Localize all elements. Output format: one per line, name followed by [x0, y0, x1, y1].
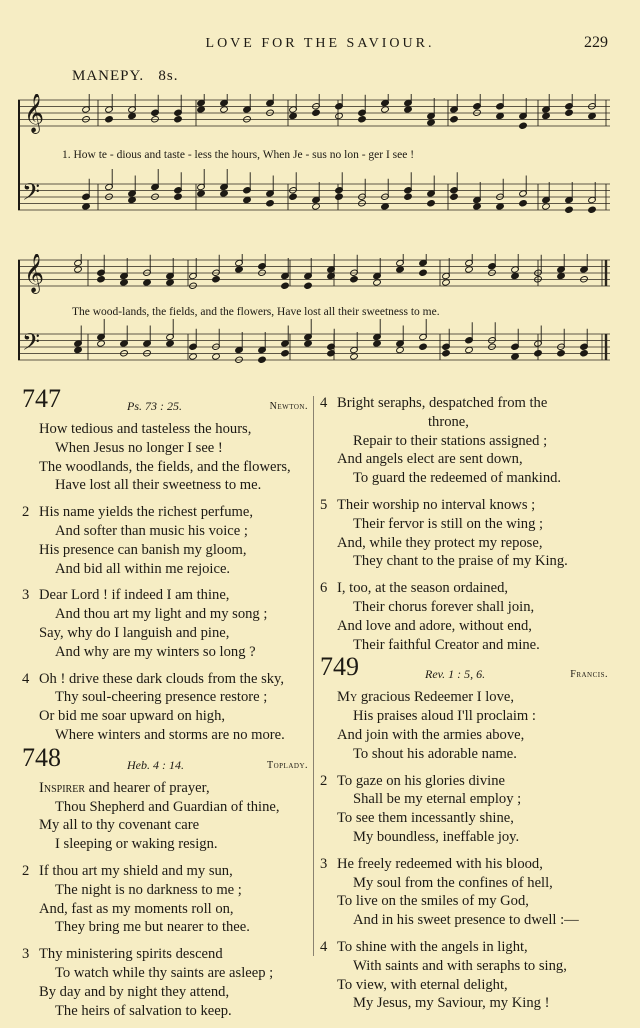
verse-line: To guard the redeemed of mankind.	[353, 470, 562, 487]
stanza	[22, 862, 312, 937]
stanza	[320, 394, 612, 488]
page-number: 229	[584, 34, 608, 51]
verse-line: The heirs of salvation to keep.	[55, 1002, 232, 1019]
verse-line: To live on the smiles of my God,	[337, 893, 529, 910]
verse-line: Their chorus forever shall join,	[353, 598, 535, 615]
tune-name: MANEPY.	[72, 68, 145, 84]
page-header-title: LOVE FOR THE SAVIOUR.	[205, 36, 435, 51]
verse-line: And love and adore, without end,	[337, 617, 532, 634]
verse-line: And bid all within me rejoice.	[55, 560, 231, 577]
stanza-number: 4	[320, 395, 328, 411]
stanza-number: 3	[320, 855, 328, 872]
verse-line: The woodlands, the fields, and the flowers,	[39, 458, 291, 475]
svg-text:𝄞: 𝄞	[24, 94, 45, 133]
hymn-number: 749	[320, 652, 359, 682]
verse-line: They bring me but nearer to thee.	[55, 919, 250, 936]
hymn-number: 747	[22, 384, 61, 413]
verse-line: Dear Lord ! if indeed I am thine,	[39, 587, 230, 604]
verse-first-word: My	[337, 689, 358, 706]
verse-line: His presence can banish my gloom,	[39, 541, 247, 558]
stanza	[22, 779, 312, 854]
verse-line: To shout his adorable name.	[353, 745, 517, 762]
bass-staff	[18, 334, 610, 360]
verse-line: and hearer of prayer,	[84, 779, 210, 796]
verse-line: To gaze on his glories divine	[337, 772, 505, 789]
verse-line: With saints and with seraphs to sing,	[353, 957, 567, 974]
verse-line: Thy soul-cheering presence restore ;	[55, 689, 268, 706]
verse-line: Their worship no interval knows ;	[337, 496, 536, 513]
verse-line: Thou Shepherd and Guardian of thine,	[55, 798, 280, 815]
verse-line: Thy ministering spirits descend	[39, 946, 223, 963]
stanza-number: 3	[22, 946, 30, 963]
treble-notes	[74, 254, 589, 289]
verse-line: My all to thy covenant care	[39, 817, 200, 834]
stanza	[320, 688, 612, 763]
verse-line: To see them incessantly shine,	[337, 810, 514, 827]
music-lyrics-line-2: The wood-lands, the fields, and the flowers, Have lost all their sweetness to me.	[72, 306, 440, 318]
hymn-header	[320, 652, 612, 688]
verse-line: Bright seraphs, despatched from the	[337, 395, 548, 411]
stanza	[22, 670, 312, 745]
verse-line: My soul from the confines of hell,	[353, 874, 553, 891]
svg-text:𝄢: 𝄢	[22, 178, 41, 211]
verse-line: And softer than music his voice ;	[55, 522, 248, 539]
hymn-number: 748	[22, 742, 61, 772]
music-lyrics-line-1: 1. How te - dious and taste - less the hours, When Je - sus no lon - ger I see !	[62, 149, 415, 161]
verse-line: To watch while thy saints are asleep ;	[55, 964, 274, 981]
verse-line: The night is no darkness to me ;	[55, 881, 242, 898]
treble-notes	[82, 94, 597, 129]
clef-signs	[19, 94, 44, 211]
hymn-header	[22, 384, 312, 420]
stanza	[320, 496, 612, 571]
verse-line: Have lost all their sweetness to me.	[55, 477, 262, 494]
stanza-number: 6	[320, 580, 328, 597]
stanza-number: 5	[320, 496, 328, 513]
right-column	[320, 394, 612, 1021]
stanza-number: 2	[320, 772, 328, 789]
left-column	[22, 384, 312, 1028]
verse-line: And angels elect are sent down,	[337, 451, 523, 468]
verse-line: My Jesus, my Saviour, my King !	[353, 995, 550, 1012]
scripture-reference: Ps. 73 : 25.	[127, 399, 182, 413]
scripture-reference: Heb. 4 : 14.	[127, 757, 184, 772]
verse-line: I, too, at the season ordained,	[337, 580, 509, 597]
verse-line: throne,	[428, 413, 469, 430]
verse-line: And thou art my light and my song ;	[55, 606, 268, 623]
verse-line: Their faithful Creator and mine.	[353, 636, 540, 653]
verse-line: Shall be my eternal employ ;	[353, 791, 522, 808]
verse-line: Where winters and storms are no more.	[55, 726, 285, 743]
verse-line: When Jesus no longer I see !	[55, 439, 223, 456]
scripture-reference: Rev. 1 : 5, 6.	[425, 667, 486, 682]
verse-line: Or bid me soar upward on high,	[39, 708, 226, 725]
verse-line: Oh ! drive these dark clouds from the sky,	[39, 670, 285, 687]
tune-title	[72, 68, 179, 85]
stanza	[22, 503, 312, 578]
verse-line: And, fast as my moments roll on,	[39, 900, 234, 917]
stanza-number: 2	[22, 862, 30, 879]
stanza-number: 2	[22, 504, 30, 521]
verse-line: Repair to their stations assigned ;	[353, 432, 548, 449]
verse-line: To shine with the angels in light,	[337, 938, 528, 955]
stanza	[320, 772, 612, 847]
hymn-author: Francis.	[570, 669, 608, 681]
verse-line: And why are my winters so long ?	[55, 643, 256, 660]
hymn-748-continued	[320, 394, 612, 654]
verse-line: He freely redeemed with his blood,	[337, 855, 543, 872]
hymn-author: Toplady.	[267, 759, 308, 771]
verse-line: By day and by night they attend,	[39, 983, 230, 1000]
verse-line: My boundless, ineffable joy.	[353, 828, 520, 845]
column-divider	[313, 396, 314, 956]
stanza-number: 4	[320, 938, 328, 955]
tune-meter: 8s.	[158, 68, 179, 84]
verse-line: And, while they protect my repose,	[337, 534, 543, 551]
verse-line: His name yields the richest perfume,	[39, 504, 253, 521]
verse-line: If thou art my shield and my sun,	[39, 862, 233, 879]
hymn-749	[320, 652, 612, 1013]
verse-line: And in his sweet presence to dwell :—	[353, 912, 579, 929]
stanza-number: 4	[22, 670, 30, 687]
hymn-748	[22, 742, 312, 1021]
svg-text:𝄞: 𝄞	[24, 254, 45, 293]
verse-line: I sleeping or waking resign.	[55, 836, 218, 853]
bass-notes	[82, 169, 597, 213]
hymn-header	[22, 742, 312, 779]
verse-line: And join with the armies above,	[337, 726, 525, 743]
hymn-author: Newton.	[269, 401, 308, 412]
stanza	[320, 938, 612, 1013]
clef-signs	[19, 254, 44, 361]
verse-line: To view, with eternal delight,	[337, 976, 508, 993]
stanza	[22, 586, 312, 661]
verse-line: Say, why do I languish and pine,	[39, 624, 230, 641]
bass-notes	[74, 319, 589, 363]
verse-line: They chant to the praise of my King.	[353, 553, 568, 570]
hymn-747	[22, 384, 312, 745]
treble-staff	[18, 260, 610, 286]
verse-line: How tedious and tasteless the hours,	[39, 421, 252, 437]
stanza-number: 3	[22, 587, 30, 604]
stanza	[320, 579, 612, 654]
stanza	[22, 420, 312, 495]
stanza	[320, 855, 612, 930]
verse-line: gracious Redeemer I love,	[357, 689, 515, 706]
verse-first-word: Inspirer	[39, 779, 85, 796]
verse-line: His praises aloud I'll proclaim :	[353, 708, 536, 725]
svg-text:𝄢: 𝄢	[22, 328, 41, 361]
verse-line: Their fervor is still on the wing ;	[353, 515, 544, 532]
